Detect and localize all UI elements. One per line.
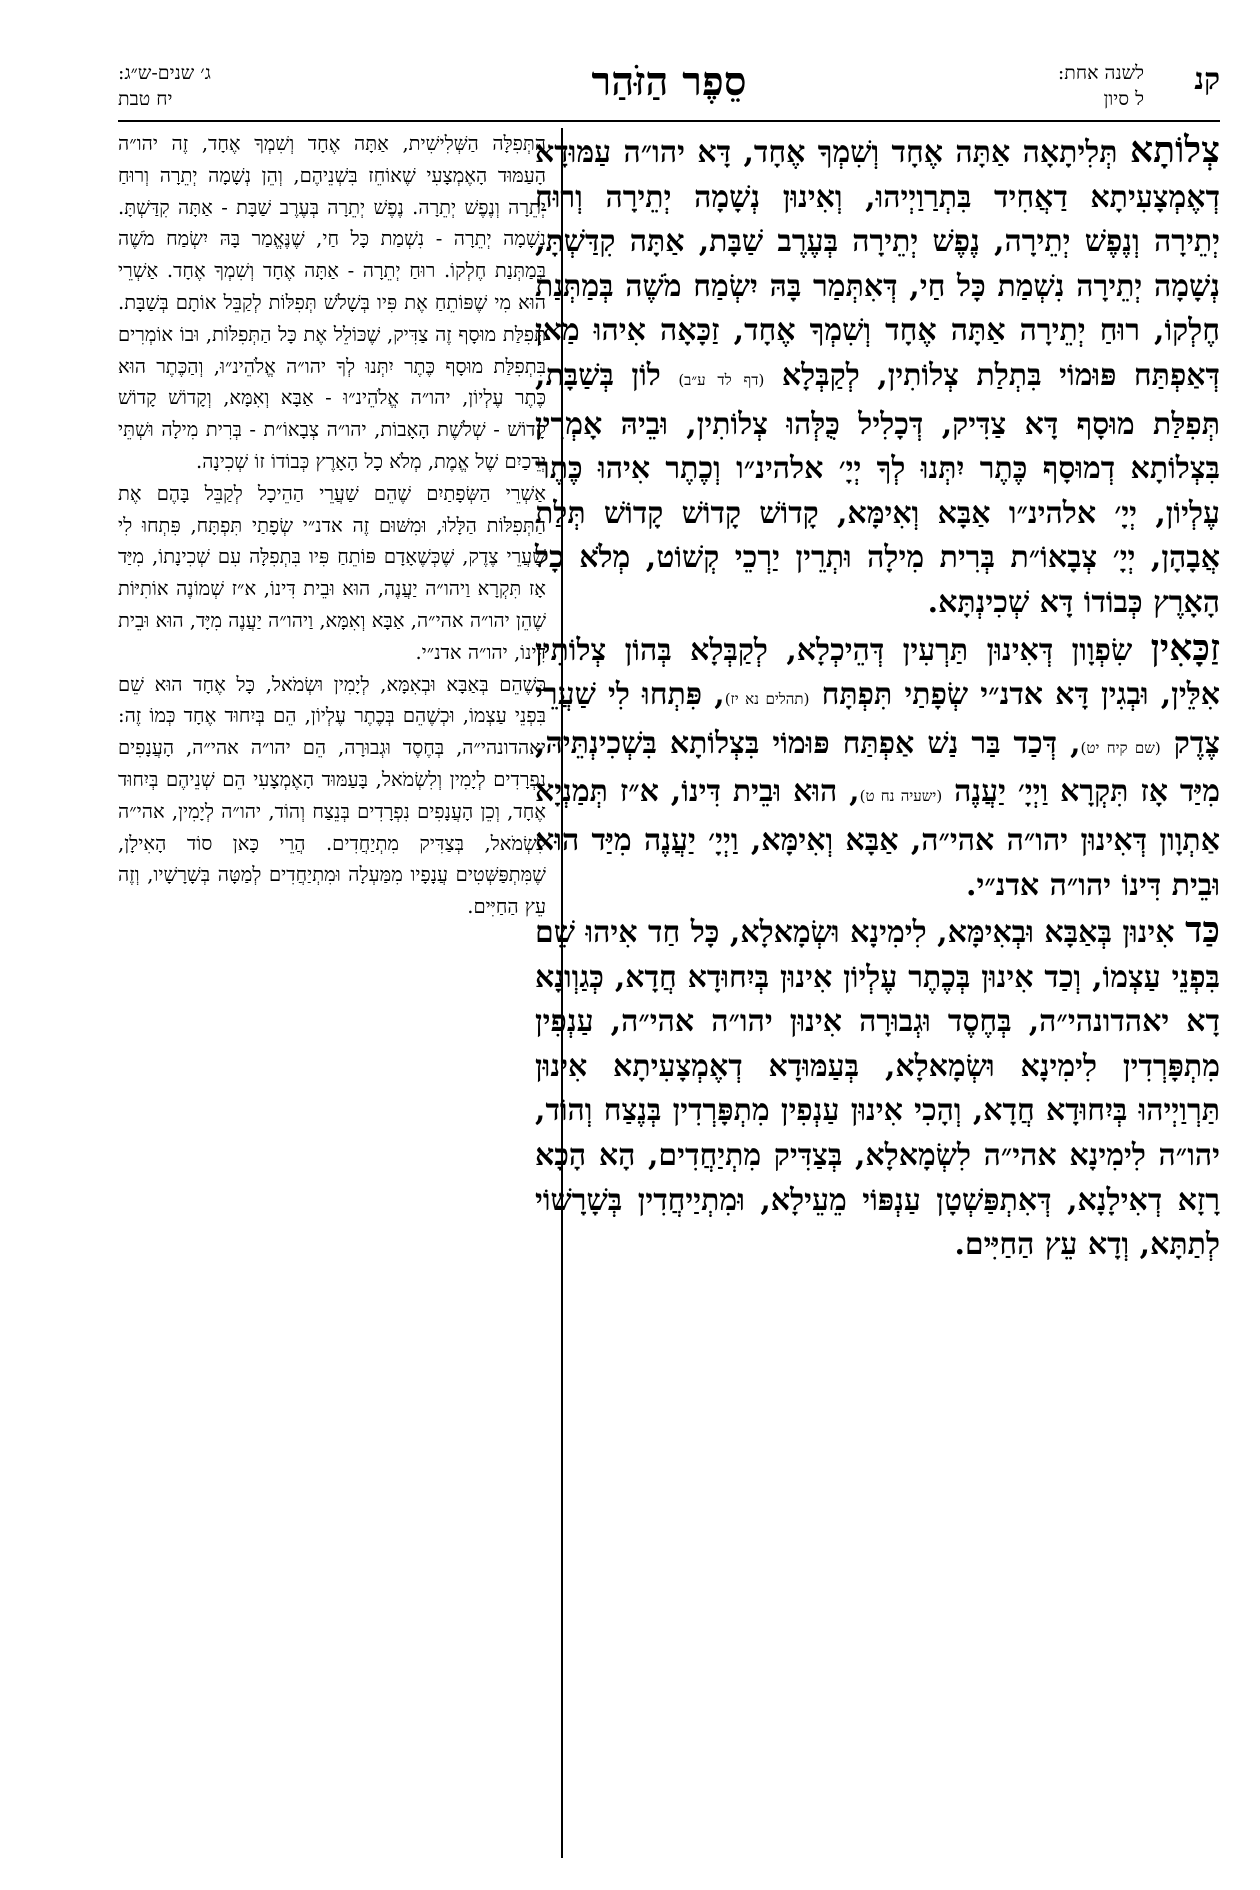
main-p1-text-a: תְּלִיתָאָה אַתָּה אֶחָד וְשִׁמְךָ אֶחָד, דָּא יהו״ה עַמּוּדָא דְאֶמְצָעִיתָא דַאֲחִיד בִּתְרַוַיְיהוּ, וְאִינוּן נְשָׁמָה יְתֵירָה וְרוּחַ יְתֵירָה וְנֶפֶשׁ יְתֵירָה, נֶפֶשׁ יְתֵירָה בְּעֶרֶב שַׁבָּת, אַתָּה קִדַּשְׁתָּ, נְשָׁמָה יְתֵירָה נִשְׁמַת כָּל חַי, דְּאִתְּמַר בָּהּ יִשְׂמַח מֹשֶׁה בְּמַתְּנַת חֶלְקוֹ, רוּחַ יְתֵירָה אַתָּה אֶחָד וְשִׁמְךָ אֶחָד, זַכָּאָה אִיהוּ מַאן דְּאַפְתַּח פּוּמוֹי בִּתְלַת צְלוֹתִין, לְקַבְּלָא xyxy=(535,135,1221,393)
main-p3-lead-word: כַּד xyxy=(1185,909,1220,952)
side-paragraph-1: הַתְּפִלָּה הַשְּׁלִישִׁית, אַתָּה אֶחָד וְשִׁמְךָ אֶחָד, זֶה יהו״ה הָעַמּוּד הָאֶמְצָעִי שֶׁאוֹחֵז בִּשְׁנֵיהֶם, וְהֵן נְשָׁמָה יְתֵרָה וְרוּחַ יְתֵרָה וְנֶפֶשׁ יְתֵרָה. נֶפֶשׁ יְתֵרָה בְּעֶרֶב שַׁבָּת - אַתָּה קִדַּשְׁתָּ. נְשָׁמָה יְתֵרָה - נִשְׁמַת כָּל חַי, שֶׁנֶּאֱמַר בָּהּ יִשְׂמַח מֹשֶׁה בְּמַתְּנַת חֶלְקוֹ. רוּחַ יְתֵרָה - אַתָּה אֶחָד וְשִׁמְךָ אֶחָד. אַשְׁרֵי הוּא מִי שֶׁפּוֹתֵחַ אֶת פִּיו בְּשָׁלֹשׁ תְּפִלּוֹת לְקַבֵּל אוֹתָם בְּשַׁבָּת. תְּפִלַּת מוּסָף זֶה צַדִּיק, שֶׁכּוֹלֵל אֶת כָּל הַתְּפִלּוֹת, וּבוֹ אוֹמְרִים בִּתְפִלַּת מוּסָף כֶּתֶר יִתְּנוּ לְךָ יהו״ה אֱלֹהֵינ״וּ, וְהַכֶּתֶר הוּא כֶּתֶר עֶלְיוֹן, יהו״ה אֱלֹהֵינ״וּ - אַבָּא וְאִמָּא, וְקָדוֹשׁ קָדוֹשׁ קָדוֹשׁ - שְׁלֹשֶׁת הָאָבוֹת, יהו״ה צְבָאוֹ״ת - בְּרִית מִילָה וּשְׁתֵּי יְרֵכַיִם שֶׁל אֱמֶת, מְלֹא כָל הָאָרֶץ כְּבוֹדוֹ זוֹ שְׁכִינָה. xyxy=(118,132,546,473)
main-p2-reference-1: (תהלים נא יז) xyxy=(724,690,810,709)
main-p2-text-d: , הוּא וּבֵית דִּינוֹ, א״ז תְּמַנְיָא אַתְוָון דְּאִינוּן יהו״ה אהי״ה, אַבָּא וְאִימָּא, וַיְיָ׳ יַעֲנֶה מִיַּד הוּא וּבֵית דִּינוֹ יהו״ה אדנ״י. xyxy=(535,774,1220,903)
translation-column xyxy=(118,128,546,923)
main-p2-reference-2: (שם קיח יט) xyxy=(1080,738,1161,757)
side-paragraph-2: אַשְׁרֵי הַשְּׂפָתַיִם שֶׁהֵם שַׁעֲרֵי הַהֵיכָל לְקַבֵּל בָּהֶם אֶת הַתְּפִלּוֹת הַלָּלוּ, וּמִשּׁוּם זֶה אדנ״י שְׂפָתַי תִּפְתָּח, פִּתְחוּ לִי שַׁעֲרֵי צֶדֶק, שֶׁכְּשֶׁאָדָם פּוֹתֵחַ פִּיו בִּתְפִלָּה עִם שְׁכִינָתוֹ, מִיַּד אָז תִּקְרָא וַיהו״ה יַעֲנֶה, הוּא וּבֵית דִּינוֹ, א״ז שְׁמוֹנֶה אוֹתִיּוֹת שֶׁהֵן יהו״ה אהי״ה, אַבָּא וְאִמָּא, וַיהו״ה יַעֲנֶה מִיָּד, הוּא וּבֵית דִּינוֹ, יהו״ה אדנ״י. xyxy=(118,481,546,664)
main-p2-reference-3: (ישעיה נח ט) xyxy=(859,787,943,806)
main-p2-lead-word: זַכָּאִין xyxy=(1150,626,1220,669)
header-right-line2: ל סיון xyxy=(1103,88,1144,110)
main-p1-lead-word: צְלוֹתָא xyxy=(1130,129,1220,171)
main-p2-text-c: , דְּכַד בַּר נַשׁ אַפְתַּח פּוּמוֹי בִּצְלוֹתָא בִּשְׁכִינְתֵּיהּ, מִיַּד אָז תִּקְרָא וַיְיָ׳ יַעֲנֶה xyxy=(535,725,1220,810)
main-paragraph-2 xyxy=(535,626,1220,909)
page-number: קנ xyxy=(1194,62,1220,97)
main-p2-text-a: שִׂפְוָון דְּאִינוּן תַּרְעִין דְּהֵיכְלָא, לְקַבְּלָא בְּהוֹן צְלוֹתִין אִלֵּין, וּבְגִין דָּא אדנ״י שְׂפָתַי תִּפְתָּח xyxy=(535,632,1220,713)
main-paragraph-3 xyxy=(535,908,1220,1268)
header-divider xyxy=(118,120,1220,122)
page-header xyxy=(118,58,1220,120)
header-left-line2: יח טבת xyxy=(118,88,173,110)
main-paragraph-1 xyxy=(535,128,1220,626)
main-p3-text-a: אִינוּן בְּאַבָּא וּבְאִימָּא, לִימִינָא וּשְׂמָאלָא, כָּל חַד אִיהוּ שֵׁם בִּפְנֵי עַצְמוֹ, וְכַד אִינוּן בְּכֶתֶר עֶלְיוֹן אִינוּן בְּיִחוּדָא חֲדָא, כְּגַוְונָא דָא יאהדונהי״ה, בְּחֶסֶד וּגְבוּרָה אִינוּן יהו״ה אהי״ה, עַנְפִין מִתְפָּרְדִין לִימִינָא וּשְׂמָאלָא, בְּעַמּוּדָא דְאֶמְצָעִיתָא אִינוּן תַּרְוַיְיהוּ בְּיִחוּדָא חֲדָא, וְהָכִי אִינוּן עַנְפִין מִתְפָּרְדִין בְּנֶצַח וְהוֹד, יהו״ה לִימִינָא אהי״ה לִשְׂמָאלָא, בְּצַדִּיק מִתְיַחֲדִים, הָא הָכָא רָזָא דְאִילָנָא, דְּאִתְפַּשְׁטָן עַנְפּוֹי מֵעֵילָא, וּמִתְיַיחֲדִין בְּשָׁרָשׁוֹי לְתַתָּא, וְדָא עֵץ הַחַיִּים. xyxy=(535,915,1220,1263)
main-p1-text-b: לוֹן בְּשַׁבָּת, תְּפִלַּת מוּסָף דָּא צַדִּיק, דְּכָלִיל כֻּלְּהוּ צְלוֹתִין, וּבֵיהּ אָמְרִין בִּצְלוֹתָא דְמוּסָף כֶּתֶר יִתְּנוּ לְךָ יְיָ׳ אלהינ״ו וְכֶתֶר אִיהוּ כֶּתֶר עֶלְיוֹן, יְיָ׳ אלהינ״ו אַבָּא וְאִימָּא, קָדוֹשׁ קָדוֹשׁ קָדוֹשׁ תְּלַת אֲבָהָן, יְיָ׳ צְבָאוֹ״ת בְּרִית מִילָה וּתְרֵין יַרְכֵי קְשׁוֹט, מְלֹא כָל הָאָרֶץ כְּבוֹדוֹ דָּא שְׁכִינְתָּא. xyxy=(535,357,1220,620)
main-p1-reference: (דף לד ע״ב) xyxy=(678,370,765,389)
main-p2-text-b: , פִּתְחוּ לִי שַׁעֲרֵי צֶדֶק xyxy=(535,677,1220,761)
header-left-line1: ג׳ שנים-ש״ג: xyxy=(118,62,211,84)
column-divider xyxy=(561,128,563,1858)
side-paragraph-3: כְּשֶׁהֵם בְּאַבָּא וּבְאִמָּא, לְיָמִין וּשְׂמֹאל, כָּל אֶחָד הוּא שֵׁם בִּפְנֵי עַצְמוֹ, וּכְשֶׁהֵם בְּכֶתֶר עֶלְיוֹן, הֵם בְּיִחוּד אֶחָד כְּמוֹ זֶה: יאהדונהי״ה, בְּחֶסֶד וּגְבוּרָה, הֵם יהו״ה אהי״ה, הָעֲנָפִים נִפְרָדִים לְיָמִין וְלִשְׂמֹאל, בָּעַמּוּד הָאֶמְצָעִי הֵם שְׁנֵיהֶם בְּיִחוּד אֶחָד, וְכֵן הָעֲנָפִים נִפְרָדִים בְּנֵצַח וְהוֹד, יהו״ה לְיָמִין, אהי״ה לִשְׂמֹאל, בְּצַדִּיק מִתְיַחֲדִים. הֲרֵי כָּאן סוֹד הָאִילָן, שֶׁמִּתְפַּשְּׁטִים עֲנָפָיו מִמַּעְלָה וּמִתְיַחֲדִים לְמַטָּה בְּשָׁרָשָׁיו, וְזֶה עֵץ הַחַיִּים. xyxy=(118,672,546,919)
header-left-info xyxy=(118,60,211,112)
header-right-line1: לשנה אחת: xyxy=(1057,62,1144,84)
main-text-column xyxy=(535,128,1220,1268)
book-title: סֵפֶר הַזֹּהַר xyxy=(591,58,747,105)
